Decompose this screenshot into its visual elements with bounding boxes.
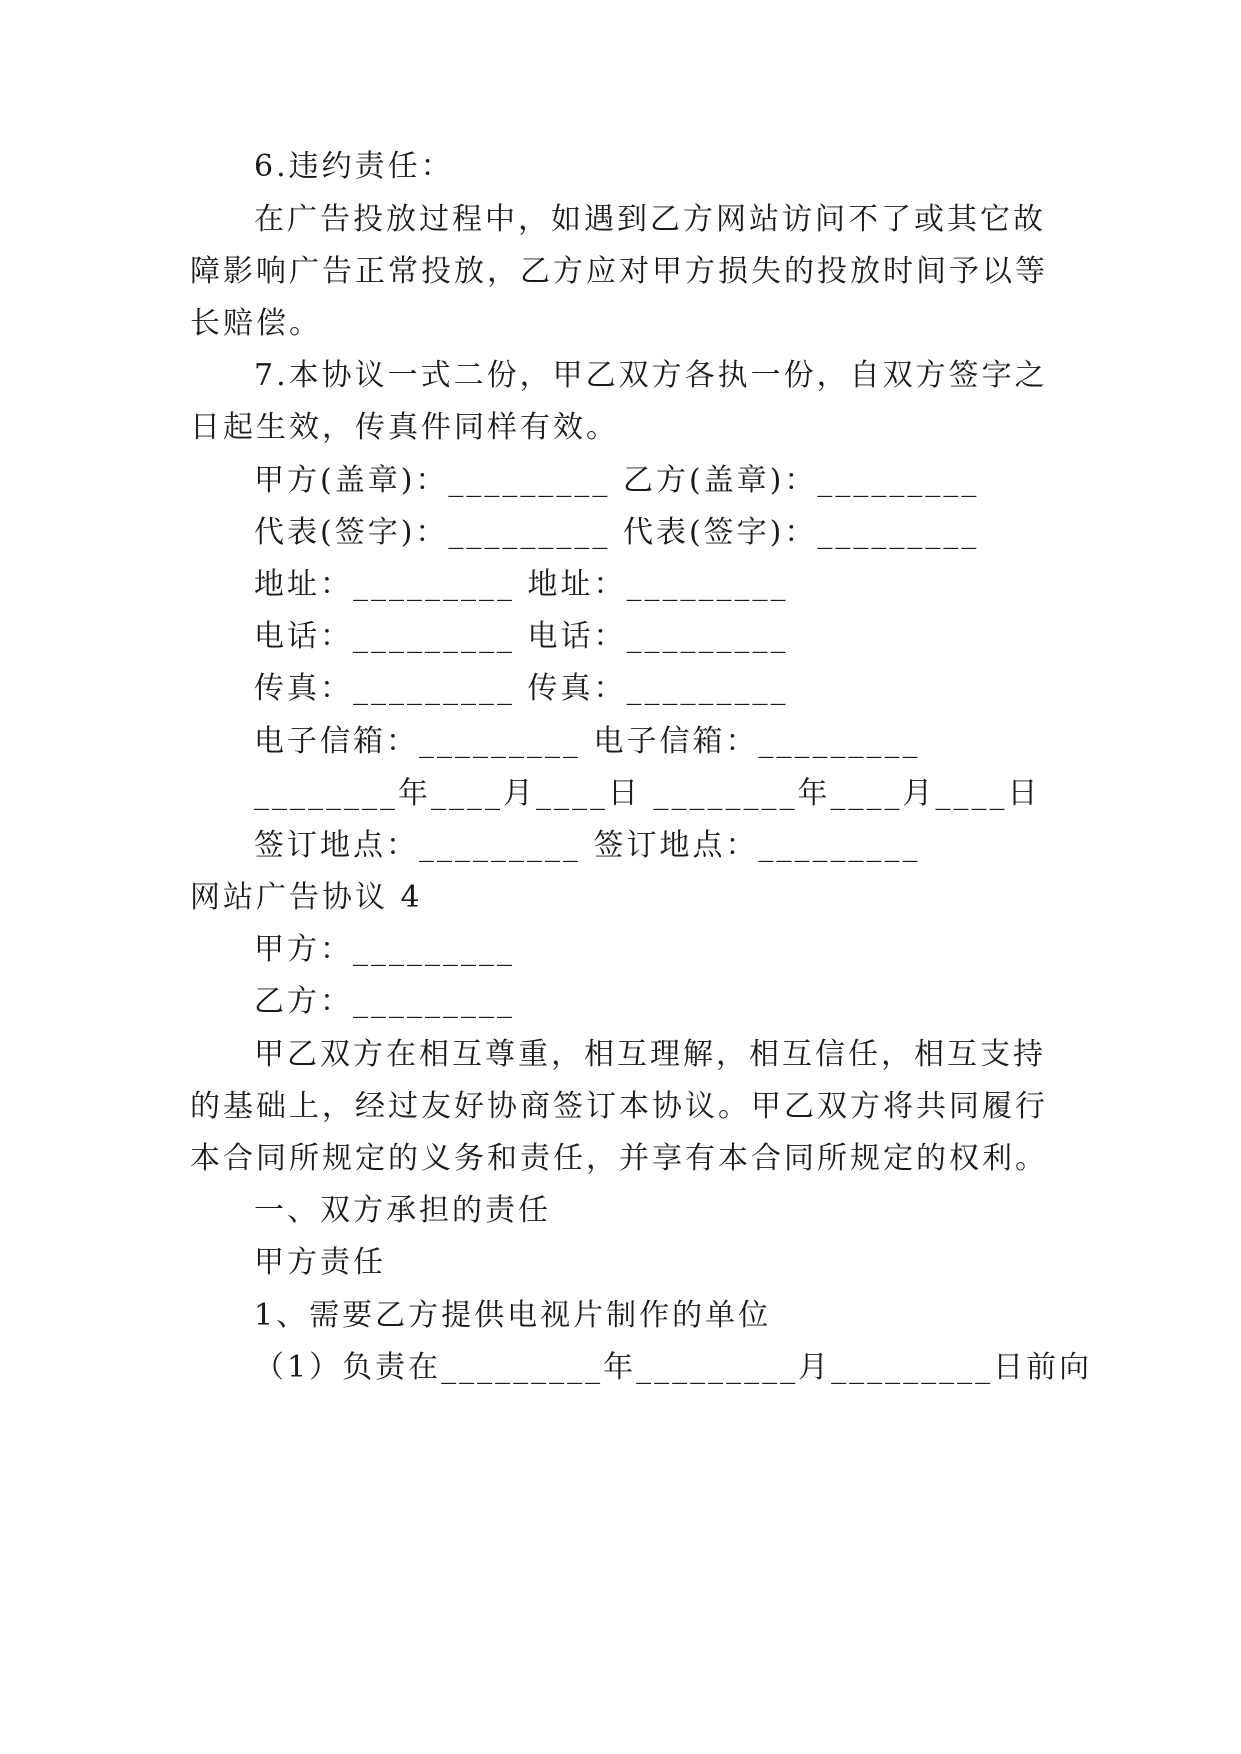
signature-representative-line: 代表(签字)：_________ 代表(签字)：_________ (254, 515, 980, 550)
date-line: ________年____月____日 ________年____月____日 (254, 776, 1041, 811)
signature-seal-line: 甲方(盖章)：_________ 乙方(盖章)：_________ (254, 463, 980, 498)
address-line: 地址：_________ 地址：_________ (254, 567, 789, 602)
fax-line: 传真：_________ 传真：_________ (254, 671, 789, 706)
clause-6-text-line-1: 在广告投放过程中，如遇到乙方网站访问不了或其它故 (254, 202, 1046, 237)
item-1-line: 1、需要乙方提供电视片制作的单位 (254, 1298, 772, 1333)
email-line: 电子信箱：_________ 电子信箱：_________ (254, 724, 921, 759)
item-1-1-line: （1）负责在_________年_________月_________日前向 (254, 1350, 1093, 1385)
agreement-4-title: 网站广告协议 4 (190, 880, 423, 915)
party-b-line: 乙方：_________ (254, 984, 515, 1019)
clause-6-text-line-2: 障影响广告正常投放，乙方应对甲方损失的投放时间予以等 (190, 254, 1048, 289)
preamble-line-1: 甲乙双方在相互尊重，相互理解，相互信任，相互支持 (254, 1037, 1046, 1072)
party-a-line: 甲方：_________ (254, 932, 515, 967)
clause-6-text-line-3: 长赔偿。 (190, 306, 322, 341)
clause-7-text-line-1: 7.本协议一式二份，甲乙双方各执一份，自双方签字之 (254, 358, 1048, 393)
party-a-responsibility-heading: 甲方责任 (254, 1245, 386, 1280)
phone-line: 电话：_________ 电话：_________ (254, 619, 789, 654)
preamble-line-2: 的基础上，经过友好协商签订本协议。甲乙双方将共同履行 (190, 1089, 1048, 1124)
clause-6-heading: 6.违约责任： (254, 149, 454, 184)
signing-place-line: 签订地点：_________ 签订地点：_________ (254, 828, 921, 863)
clause-7-text-line-2: 日起生效，传真件同样有效。 (190, 410, 619, 445)
section-1-heading: 一、双方承担的责任 (254, 1193, 551, 1228)
preamble-line-3: 本合同所规定的义务和责任，并享有本合同所规定的权利。 (190, 1141, 1048, 1176)
